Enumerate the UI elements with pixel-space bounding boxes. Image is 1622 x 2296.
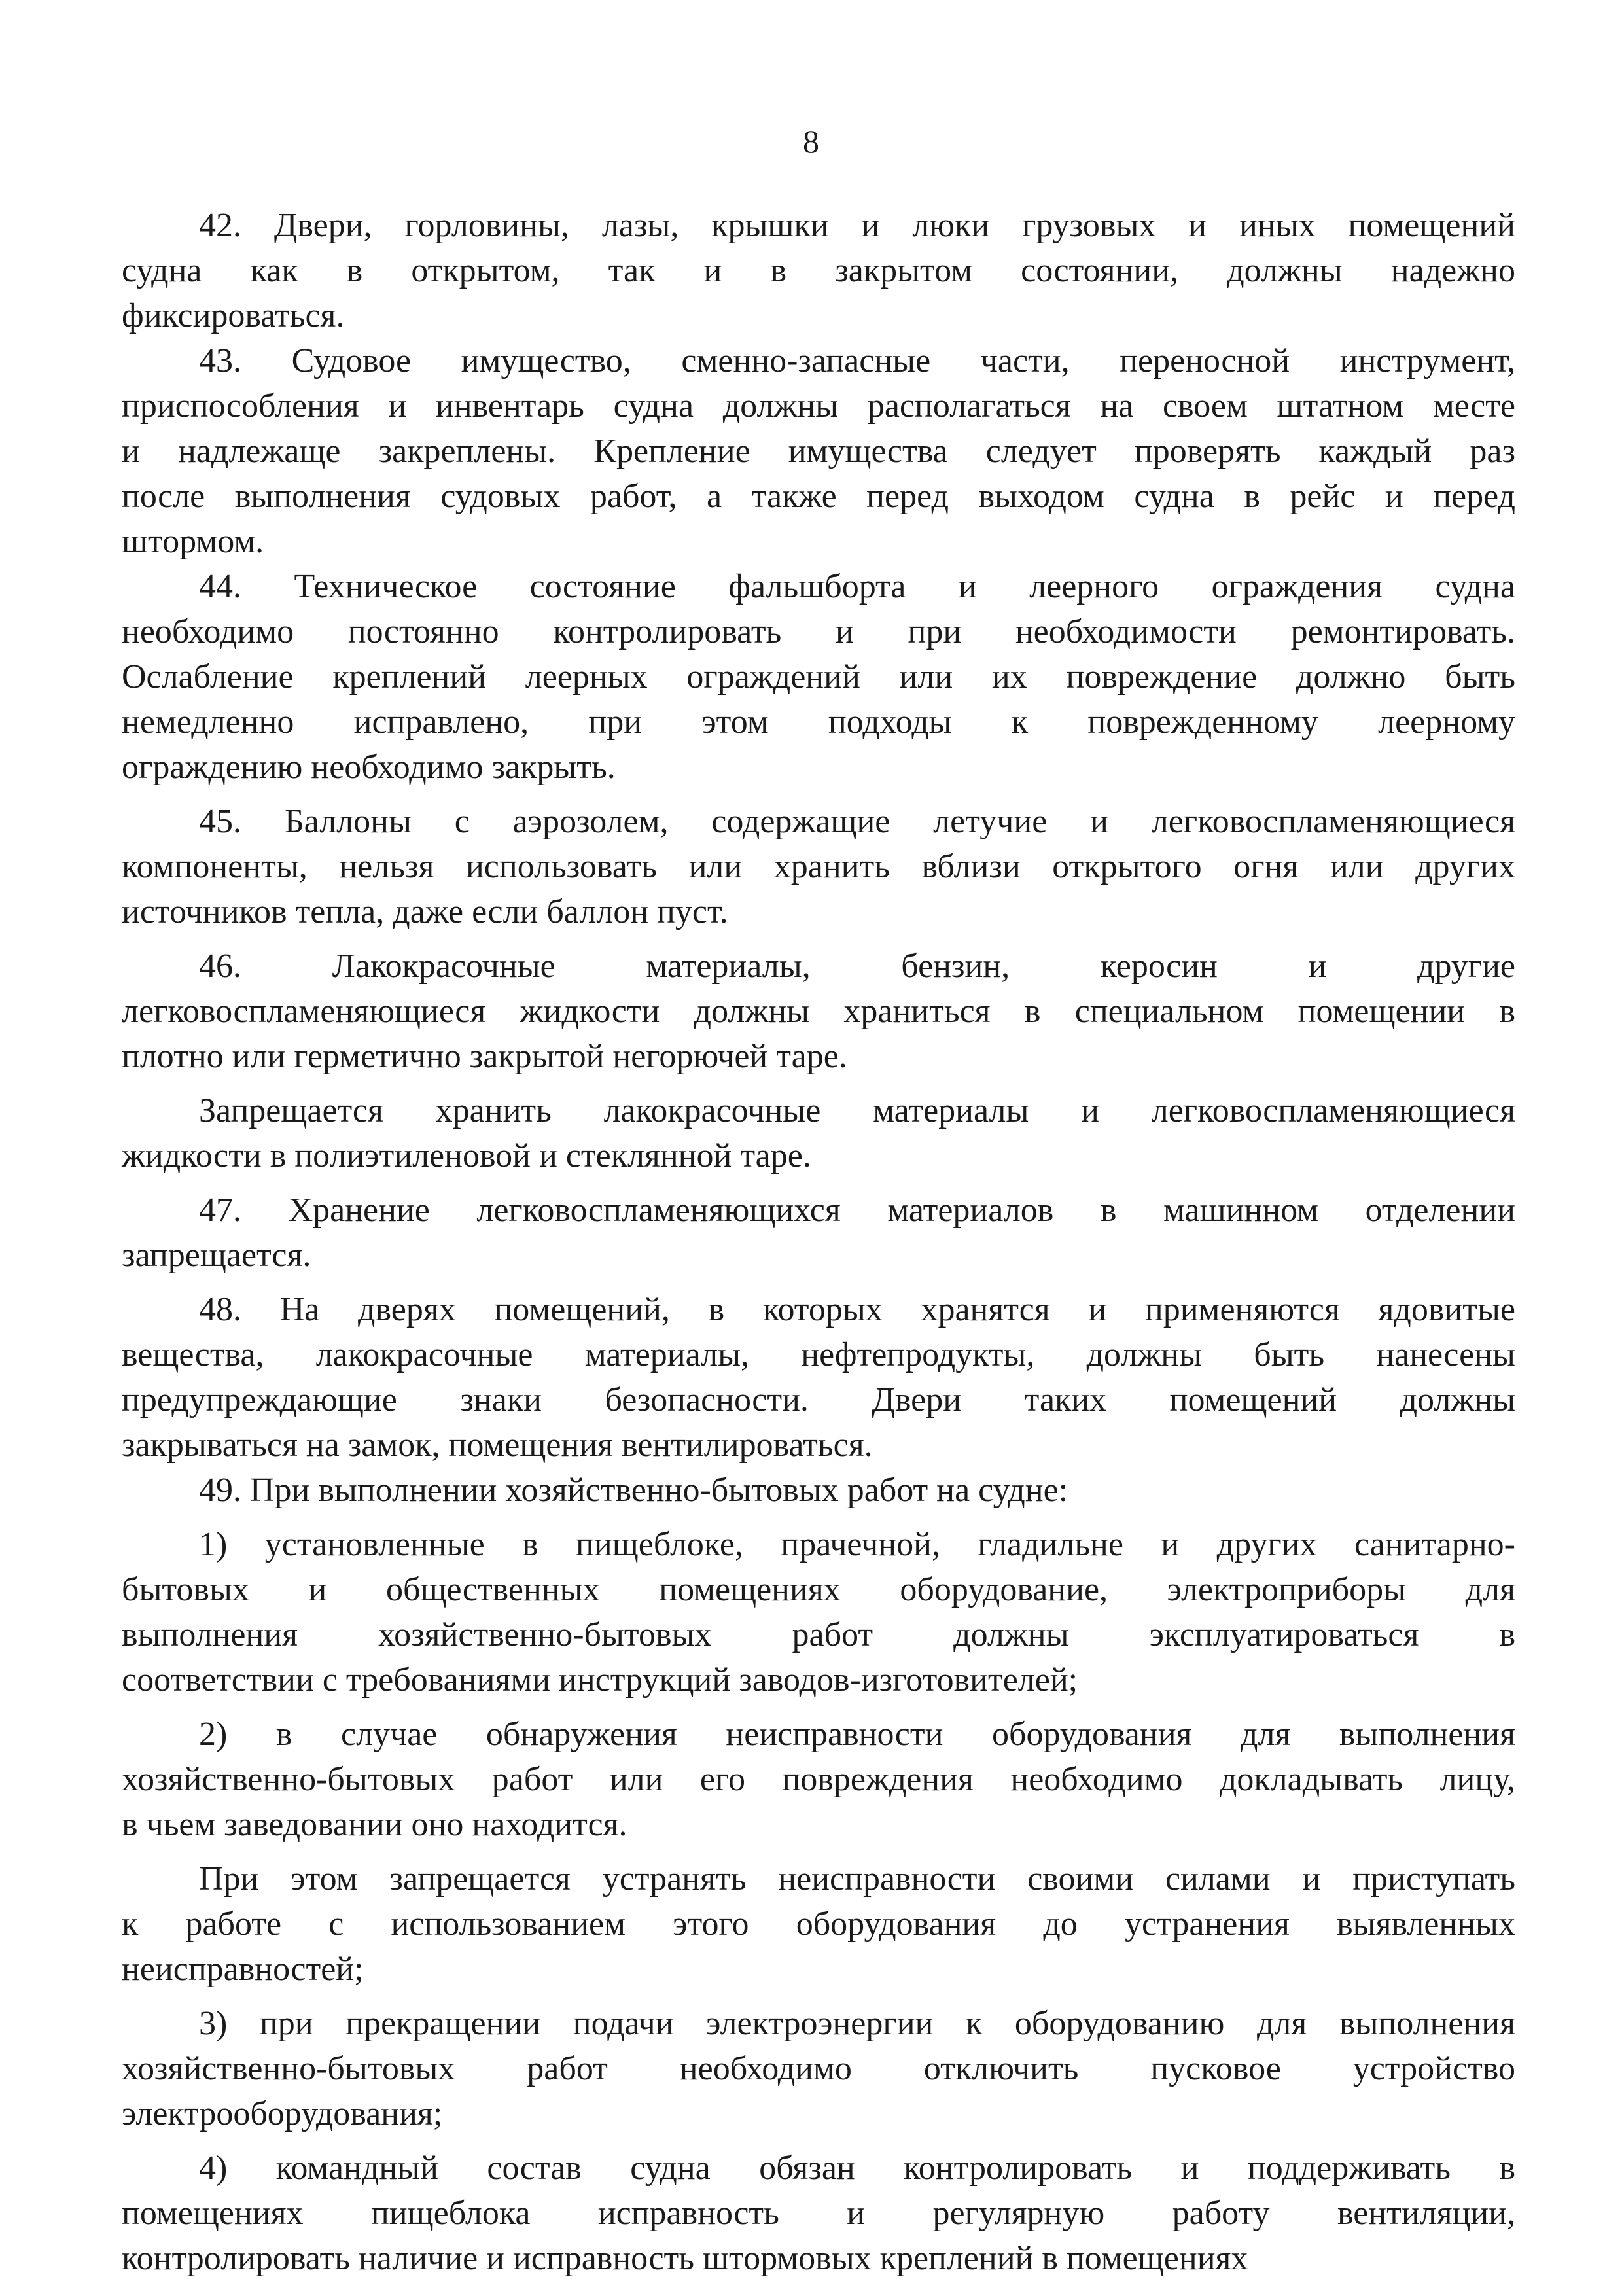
text-line: жидкости в полиэтиленовой и стеклянной таре. [122,1137,811,1174]
paragraph-p49-4 [122,2146,1515,2281]
text-line: 42. Двери, горловины, лазы, крышки и люки грузовых и иных помещений [199,207,1515,244]
page-number: 8 [803,123,819,160]
paragraph-p49-2b [122,1856,1515,1992]
text-line: 1) установленные в пищеблоке, прачечной, гладильне и других санитарно- [199,1526,1515,1563]
text-line: немедленно исправлено, при этом подходы к поврежденному леерному [122,703,1515,741]
text-line: предупреждающие знаки безопасности. Двери таких помещений должны [122,1381,1515,1419]
paragraph-p45 [122,799,1515,934]
text-line: источников тепла, даже если баллон пуст. [122,893,728,930]
text-line: компоненты, нельзя использовать или хранить вблизи открытого огня или других [122,848,1515,885]
text-line: и надлежаще закреплены. Крепление имущества следует проверять каждый раз [122,433,1515,470]
text-line: плотно или герметично закрытой негорючей таре. [122,1038,847,1075]
text-line: выполнения хозяйственно-бытовых работ должны эксплуатироваться в [122,1616,1515,1653]
text-line: контролировать наличие и исправность штормовых креплений в помещениях [122,2240,1248,2277]
text-line: помещениях пищеблока исправность и регулярную работу вентиляции, [122,2195,1515,2232]
text-line: 43. Судовое имущество, сменно-запасные части, переносной инструмент, [199,342,1515,380]
paragraph-p49-1 [122,1522,1515,1703]
text-line: легковоспламеняющиеся жидкости должны храниться в специальном помещении в [122,993,1515,1030]
paragraph-p43 [122,338,1515,564]
text-line: хозяйственно-бытовых работ или его повреждения необходимо докладывать лицу, [122,1761,1515,1798]
paragraph-p49-3 [122,2001,1515,2136]
paragraph-p49 [122,1468,1515,1513]
paragraph-p46b [122,1088,1515,1178]
text-line: в чьем заведовании оно находится. [122,1806,627,1843]
text-line: ограждению необходимо закрыть. [122,749,616,786]
text-line: Ослабление креплений леерных ограждений или их повреждение должно быть [122,658,1515,696]
text-line: закрываться на замок, помещения вентилироваться. [122,1426,873,1464]
paragraph-p44 [122,564,1515,790]
text-line: бытовых и общественных помещениях оборудование, электроприборы для [122,1571,1515,1608]
text-line: необходимо постоянно контролировать и при необходимости ремонтировать. [122,613,1515,650]
text-line: При этом запрещается устранять неисправности своими силами и приступать [199,1860,1515,1898]
document-body [122,203,1515,2281]
text-line: запрещается. [122,1237,311,1274]
paragraph-p48 [122,1287,1515,1468]
text-line: неисправностей; [122,1951,364,1988]
text-line: 48. На дверях помещений, в которых хранятся и применяются ядовитые [199,1291,1515,1328]
text-line: 46. Лакокрасочные материалы, бензин, керосин и другие [199,947,1515,985]
text-line: приспособления и инвентарь судна должны располагаться на своем штатном месте [122,387,1515,425]
text-line: 49. При выполнении хозяйственно-бытовых работ на судне: [199,1472,1068,1509]
text-line: вещества, лакокрасочные материалы, нефтепродукты, должны быть нанесены [122,1336,1515,1373]
text-line: Запрещается хранить лакокрасочные материалы и легковоспламеняющиеся [199,1092,1515,1129]
text-line: электрооборудования; [122,2095,443,2132]
paragraph-p42 [122,203,1515,338]
text-line: хозяйственно-бытовых работ необходимо отключить пусковое устройство [122,2050,1515,2087]
text-line: штормом. [122,523,264,560]
paragraph-p47 [122,1188,1515,1278]
text-line: 44. Техническое состояние фальшборта и леерного ограждения судна [199,568,1515,605]
text-line: после выполнения судовых работ, а также перед выходом судна в рейс и перед [122,478,1515,515]
text-line: 47. Хранение легковоспламеняющихся материалов в машинном отделении [199,1192,1515,1229]
text-line: 45. Баллоны с аэрозолем, содержащие летучие и легковоспламеняющиеся [199,803,1515,840]
text-line: фиксироваться. [122,297,345,334]
paragraph-p49-2 [122,1712,1515,1847]
text-line: 3) при прекращении подачи электроэнергии к оборудованию для выполнения [199,2005,1515,2042]
paragraph-p46 [122,944,1515,1079]
text-line: соответствии с требованиями инструкций заводов-изготовителей; [122,1661,1078,1699]
text-line: судна как в открытом, так и в закрытом состоянии, должны надежно [122,252,1515,289]
text-line: 2) в случае обнаружения неисправности оборудования для выполнения [199,1716,1515,1753]
text-line: к работе с использованием этого оборудования до устранения выявленных [122,1905,1515,1943]
text-line: 4) командный состав судна обязан контролировать и поддерживать в [199,2149,1515,2187]
